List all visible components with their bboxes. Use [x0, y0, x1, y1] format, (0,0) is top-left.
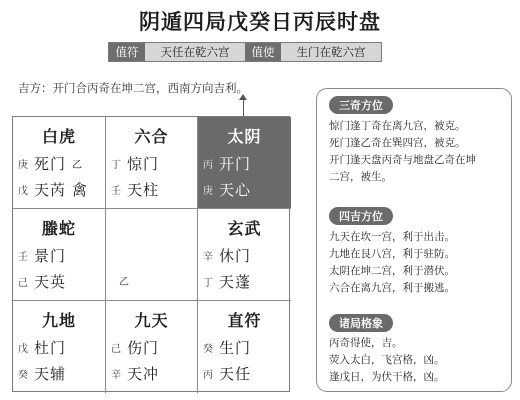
stem: 己 [18, 277, 28, 289]
heaven-stem: 癸 [203, 343, 213, 355]
palace-li-9 [106, 117, 198, 209]
heaven-stem: 己 [111, 343, 121, 355]
palace-god: 直符 [227, 311, 262, 330]
star: 天冲 [127, 364, 160, 383]
analysis-panel [316, 88, 512, 392]
sanqi-line: 死门逢乙奇在巽四宫，被克。 [329, 137, 466, 149]
pointer-line [243, 97, 244, 117]
stem: 丙 [203, 369, 213, 381]
door: 杜门 [34, 338, 67, 357]
door: 开门 [219, 154, 252, 173]
sanqi-line: 二宫，被生。 [329, 171, 392, 183]
auspicious-direction [18, 80, 248, 96]
door: 休门 [219, 246, 252, 265]
siji-line: 九天在坎一宫，利于出击。 [329, 231, 455, 243]
stem: 癸 [18, 369, 28, 381]
palace-god: 螣蛇 [41, 219, 76, 238]
zhifu-zhishi-bar [108, 42, 382, 62]
heaven-stem: 戊 [18, 343, 28, 355]
earth-stem: 乙 [72, 159, 83, 171]
heaven-stem: 辛 [203, 251, 213, 263]
palace-god: 九地 [41, 311, 76, 330]
star: 天辅 [34, 364, 67, 383]
palace-zhen-3 [13, 209, 106, 301]
palace-qian-6 [198, 301, 291, 393]
geju-line: 丙奇得使，吉。 [329, 337, 403, 349]
palace-god: 六合 [134, 127, 169, 146]
sanqi-section [329, 118, 505, 186]
door: 景门 [34, 246, 67, 265]
door: 生门 [219, 338, 252, 357]
star: 天蓬 [219, 272, 252, 291]
auspicious-text: 开门合丙奇在坤二宫，西南方向吉利。 [52, 81, 248, 95]
sanqi-line: 惊门逢丁奇在离九宫，被克。 [329, 120, 466, 132]
siji-line: 六合在离九宫，利于搬逃。 [329, 282, 455, 294]
heaven-stem: 丙 [203, 159, 213, 171]
palace-center-5 [106, 209, 198, 301]
center-stem: 乙 [119, 277, 129, 288]
heaven-stem: 丁 [111, 159, 121, 171]
star: 天英 [34, 272, 67, 291]
stem: 辛 [111, 369, 121, 381]
star: 天柱 [127, 180, 160, 199]
geju-line: 荧入太白，飞宫格，凶。 [329, 354, 445, 366]
sanqi-line: 开门逢天盘丙奇与地盘乙奇在坤 [329, 154, 476, 166]
geju-title: 诸局格象 [329, 314, 393, 332]
star: 天心 [219, 180, 252, 199]
siji-line: 太阴在坤二宫，利于潜伏。 [329, 265, 455, 277]
zhifu-value: 天任在乾六宫 [145, 43, 245, 61]
geju-section [329, 335, 505, 386]
palace-god: 白虎 [41, 127, 76, 146]
stem: 庚 [203, 185, 213, 197]
zhishi-value: 生门在乾六宫 [281, 43, 381, 61]
nine-palace-grid [12, 116, 290, 392]
zhifu-label: 值符 [109, 43, 145, 61]
palace-gen-8 [13, 301, 106, 393]
palace-xun-4 [13, 117, 106, 209]
palace-god: 九天 [134, 311, 169, 330]
door: 死门 [34, 154, 67, 173]
palace-kan-1 [106, 301, 198, 393]
heaven-stem: 壬 [18, 251, 28, 263]
door: 伤门 [127, 338, 160, 357]
heaven-stem: 庚 [18, 159, 28, 171]
auspicious-label: 吉方： [18, 81, 53, 95]
palace-god: 玄武 [227, 219, 262, 238]
geju-line: 逢戊日，为伏干格，凶。 [329, 371, 445, 383]
page-title: 阴遁四局戊癸日丙辰时盘 [139, 10, 381, 34]
star-qin: 禽 [72, 180, 88, 199]
star: 天任 [219, 364, 252, 383]
siji-line: 九地在艮八宫，利于驻防。 [329, 248, 455, 260]
palace-god: 太阴 [227, 127, 262, 146]
stem: 戊 [18, 185, 28, 197]
stem: 壬 [111, 185, 121, 197]
stem: 丁 [203, 277, 213, 289]
siji-title: 四吉方位 [329, 207, 393, 225]
sanqi-title: 三奇方位 [329, 96, 393, 114]
palace-dui-7 [198, 209, 291, 301]
zhishi-label: 值使 [245, 43, 281, 61]
star: 天芮 [34, 180, 67, 199]
palace-kun-2 [198, 117, 291, 209]
door: 惊门 [127, 154, 160, 173]
siji-section [329, 229, 505, 297]
